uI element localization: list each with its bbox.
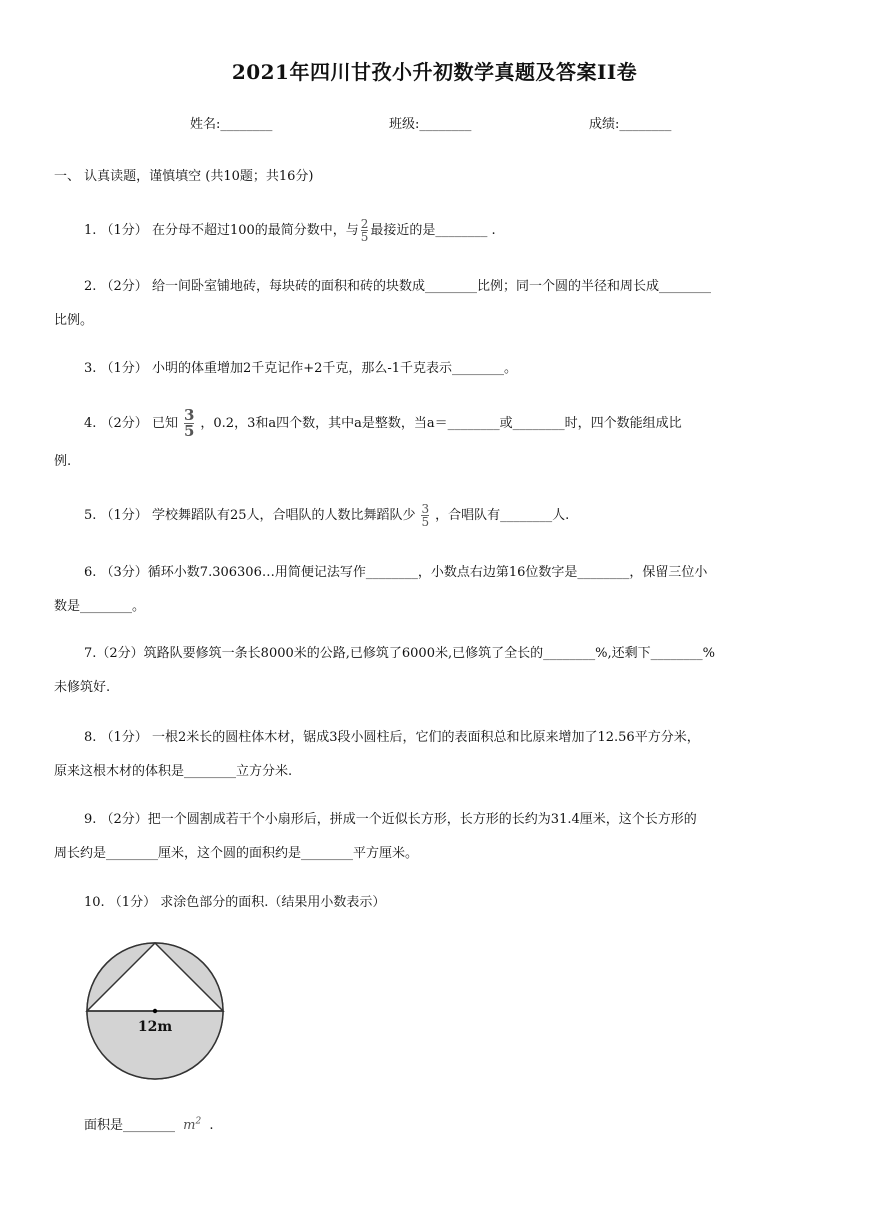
circle-figure: [80, 936, 230, 1086]
page-title: 2021年四川甘孜小升初数学真题及答案II卷: [231, 60, 638, 84]
question-9: 9. （2分）把一个圆割成若干个小扇形后，拼成一个近似长方形，长方形的长约为31.4厘米，这个长方形的: [84, 812, 697, 827]
question-1: [84, 218, 496, 243]
q5-numerator: 3: [421, 502, 430, 516]
name-field: 姓名:________: [190, 117, 273, 132]
question-7: 7.（2分）筑路队要修筑一条长8000米的公路,已修筑了6000米,已修筑了全长的________%,还剩下________%: [84, 646, 715, 661]
question-4: [84, 408, 682, 439]
section-heading: 一、 认真读题，谨慎填空 (共10题；共16分): [54, 169, 314, 184]
q1-fraction: [361, 218, 369, 243]
question-6-cont: 数是________。: [54, 599, 146, 614]
question-10: 10. （1分） 求涂色部分的面积.（结果用小数表示）: [84, 895, 386, 910]
q1-text-b: 最接近的是________ .: [370, 223, 496, 238]
q4-numerator: 3: [183, 406, 195, 424]
q1-denominator: 5: [360, 230, 369, 244]
question-8-cont: 原来这根木材的体积是________立方分米.: [54, 764, 293, 779]
center-dot: [153, 1009, 157, 1013]
q1-numerator: 2: [360, 217, 369, 231]
q4-fraction: [184, 408, 194, 439]
question-4-cont: 例.: [54, 454, 72, 469]
q4-text-a: 4. （2分） 已知: [84, 416, 178, 431]
q5-text-b: ，合唱队有________人.: [435, 508, 570, 523]
class-field: 班级:________: [389, 117, 472, 132]
question-2: 2. （2分） 给一间卧室铺地砖，每块砖的面积和砖的块数成________比例；同一个圆的半径和周长成________: [84, 279, 711, 294]
q4-text-b: ，0.2，3和a四个数，其中a是整数，当a＝________或________时，四个数能组成比: [200, 416, 682, 431]
q5-fraction: [421, 503, 429, 528]
question-2-cont: 比例。: [54, 313, 94, 328]
q10-period: .: [209, 1118, 214, 1133]
q10-answer-text: 面积是________: [84, 1118, 176, 1133]
question-7-cont: 未修筑好.: [54, 680, 111, 695]
q10-unit-base: m: [183, 1118, 196, 1133]
q10-unit-sup: 2: [195, 1116, 202, 1127]
score-field: 成绩:________: [589, 117, 672, 132]
figure-label: 12m: [137, 1019, 173, 1035]
question-3: 3. （1分） 小明的体重增加2千克记作+2千克，那么-1千克表示________。: [84, 361, 518, 376]
q4-denominator: 5: [183, 422, 195, 440]
q1-text-a: 1. （1分） 在分母不超过100的最简分数中，与: [84, 223, 359, 238]
question-9-cont: 周长约是________厘米，这个圆的面积约是________平方厘米。: [54, 846, 419, 861]
question-6: 6. （3分）循环小数7.306306…用简便记法写作________，小数点右边第16位数字是________，保留三位小: [84, 565, 708, 580]
question-8: 8. （1分） 一根2米长的圆柱体木材，锯成3段小圆柱后，它们的表面积总和比原来增加了12.56平方分米，: [84, 730, 700, 745]
q5-text-a: 5. （1分） 学校舞蹈队有25人，合唱队的人数比舞蹈队少: [84, 508, 416, 523]
q10-unit: [183, 1118, 201, 1133]
question-5: [84, 503, 569, 528]
question-10-answer: [84, 1114, 214, 1133]
q5-denominator: 5: [421, 515, 430, 529]
